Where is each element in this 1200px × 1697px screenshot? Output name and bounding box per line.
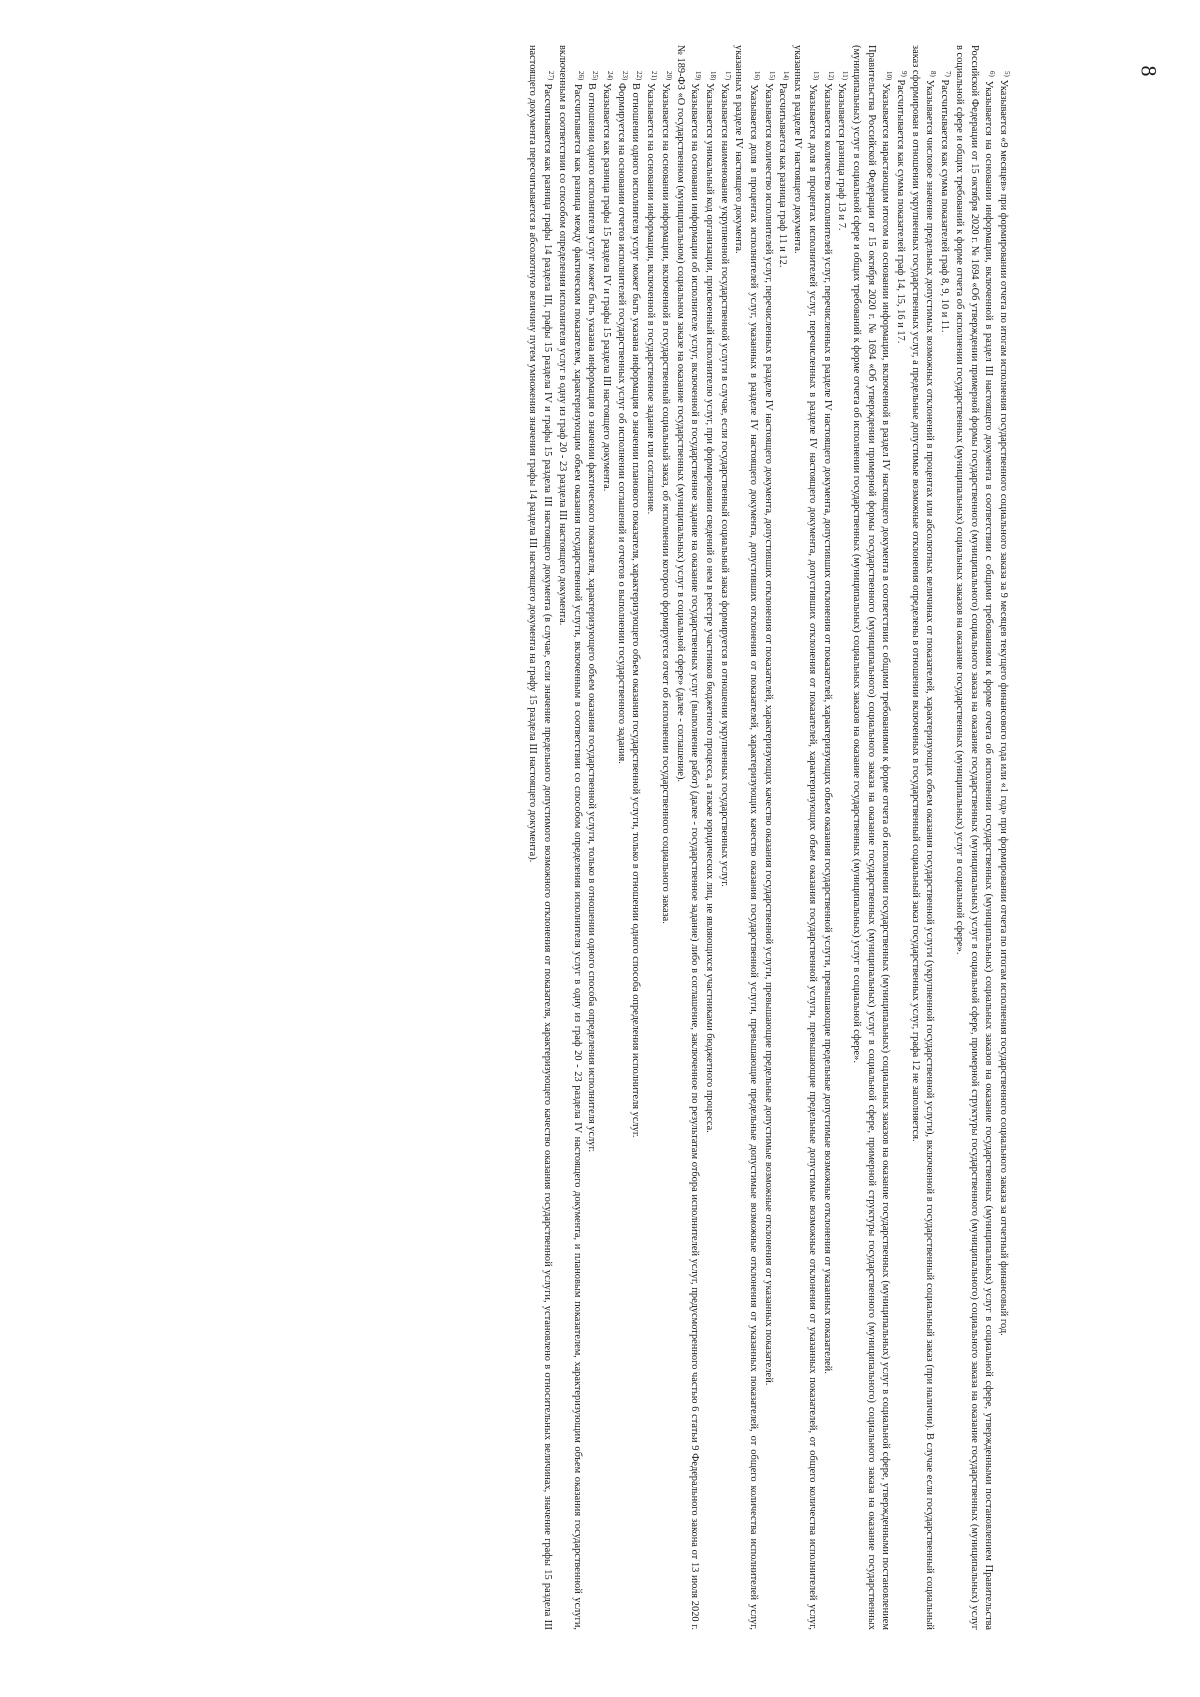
footnote [775, 45, 790, 1630]
footnote [642, 45, 657, 1630]
footnote [819, 45, 834, 1630]
footnote-text: Рассчитывается как разница между фактическим показателем, характеризующим объем оказания государственной услуги, включенным в соответствии со способом определения исполнителя услуг в одну из граф 20 - 23 раздела IV настоящего документа, и плановым показателем, характеризующим объем оказания государственной услуги, включенным в соответствии со способом определения исполнителя услуг в одну из граф 20 - 23 раздела III настоящего документа. [556, 45, 583, 1630]
footnote-number: 22) [635, 71, 644, 81]
footnote-number: 6) [988, 71, 997, 77]
footnote-text: В отношении одного исполнителя услуг может быть указана информация о значении фактического показателя, характеризующего объем оказания государственной услуги, только в отношении одного способа определения исполнителя услуг. [586, 82, 598, 1153]
footnote [584, 45, 599, 1630]
footnote-text: Указывается нарастающим итогом на основании информации, включенной в раздел IV настоящего документа в соответствии с общими требованиями к форме отчета об исполнении государственных (муниципальных) социальных заказов на оказание государственных (муниципальных) услуг в социальной сфере, утвержденными постановлением Правительства Российской Федерации от 15 октября 2020 г. № 1694 «Об утверждении примерной формы государственного (муниципального) социального заказа на оказание государственных (муниципальных) услуг в социальной сфере, примерной структуры государственного (муниципального) социального заказа на оказание государственных (муниципальных) услуг в социальной сфере и общих требований к форме отчета об исполнении государственных (муниципальных) социальных заказов на оказание государственных (муниципальных) услуг в социальной сфере». [850, 45, 892, 1630]
footnote-number: 18) [708, 71, 717, 81]
footnote [701, 45, 716, 1630]
footnote [657, 45, 672, 1630]
footnote-text: Указывается уникальный код организации, присвоенный исполнителю услуг, при формировании сведений о нем в реестре участников бюджетного процесса, а также юридических лиц, не являющихся участниками бюджетного процесса. [703, 82, 715, 1133]
footnote [731, 45, 760, 1630]
footnote [995, 45, 1010, 1630]
footnote [554, 45, 583, 1630]
footnote-text: Указывается количество исполнителей услуг, перечисленных в разделе IV настоящего документа, допустивших отклонения от показателей, характеризующих качество оказания государственной услуги, превышающие предельные допустимые возможные отклонения от указанных показателей. [762, 82, 774, 1386]
footnote-text: Указывается наименование укрупненной государственной услуги в случае, если государственный социальный заказ формируется в отношении укрупненных государственных услуг. [718, 82, 730, 887]
footnote [892, 45, 907, 1630]
footnote [628, 45, 643, 1630]
footnote-text: Указывается на основании информации, включенной в государственное задание или соглашение. [645, 82, 657, 515]
footnote-text: Рассчитывается как разница граф 11 и 12. [777, 82, 789, 268]
footnote-number: 26) [576, 71, 585, 81]
footnote-number: 16) [753, 71, 762, 81]
footnote-number: 12) [826, 71, 835, 81]
rotated-page-content [180, 45, 1010, 1630]
footnote-number: 21) [650, 71, 659, 81]
footnote-number: 11) [841, 71, 850, 81]
footnote-number: 23) [620, 71, 629, 81]
footnote-text: Указывается доля в процентах исполнителей услуг, указанных в разделе IV настоящего документа, допустивших отклонения от показателей, характеризующих качество оказания государственной услуги, превышающие предельные допустимые возможные отклонения от указанных показателей, от общего количества исполнителей услуг, указанных в разделе IV настоящего документа. [733, 45, 760, 1630]
footnote-text: Рассчитывается как сумма показателей граф 8, 9, 10 и 11. [939, 79, 951, 333]
footnote-number: 17) [723, 71, 732, 81]
footnote-text: Указывается количество исполнителей услуг, перечисленных в разделе IV настоящего документа, допустивших отклонения от показателей, характеризующих объем оказания государственной услуги, превышающие предельные допустимые возможные отклонения от указанных показателей. [821, 82, 833, 1374]
footnote [834, 45, 849, 1630]
footnote-number: 7) [944, 71, 953, 77]
footnote-text: Указывается на основании информации, включенной в раздел III настоящего документа в соответствии с общими требованиями к форме отчета об исполнении государственных (муниципальных) социальных заказов на оказание государственных (муниципальных) услуг в социальной сфере, утвержденными постановлением Правительства Российской Федерации от 15 октября 2020 г. № 1694 «Об утверждении примерной формы государственного (муниципального) социального заказа на оказание государственных (муниципальных) услуг в социальной сфере, примерной структуры государственного (муниципального) социального заказа на оказание государственных (муниципальных) услуг в социальной сфере и общих требований к форме отчета об исполнении государственных (муниципальных) социальных заказов на оказание государственных (муниципальных) услуг в социальной сфере». [953, 45, 995, 1630]
footnote-text: Указывается на основании информации, включенной в государственный социальный заказ, об исполнении которого формируется отчет об исполнении государственного социального заказа. [659, 82, 671, 924]
footnote [760, 45, 775, 1630]
footnote [613, 45, 628, 1630]
footnote-text: Указывается разница граф 13 и 7. [836, 82, 848, 231]
footnote-number: 27) [547, 71, 556, 81]
footnotes-list [180, 45, 1010, 1630]
footnote-number: 10) [885, 71, 894, 81]
footnote-text: Формируется на основании отчетов исполнителей государственных услуг об исполнении соглашений и отчетов о выполнении государственного задания. [615, 82, 627, 764]
footnote-number: 8) [929, 71, 938, 77]
footnote-number: 14) [782, 71, 791, 81]
footnote [789, 45, 818, 1630]
footnote-number: 9) [900, 71, 909, 77]
footnote [716, 45, 731, 1630]
footnote [525, 45, 554, 1630]
footnote [672, 45, 701, 1630]
footnote-text: Указывается числовое значение предельных допустимых возможных отклонений в процентах или абсолютных величинах от показателей, характеризующих объем оказания государственной услуги (укрупненной государственной услуги), включенной в государственный социальный заказ (при наличии). В случае если государственный социальный заказ сформирован в отношении укрупненных государственных услуг, а предельные допустимые возможные отклонения определены в отношении включенных в государственный социальный заказ государственных услуг, графа 12 не заполняется. [909, 45, 936, 1630]
footnote [951, 45, 995, 1630]
footnote-text: Рассчитывается как сумма показателей граф 14, 15, 16 и 17. [895, 79, 907, 344]
footnote-number: 19) [694, 71, 703, 81]
footnote-text: Указывается на основании информации об исполнителе услуг, включенной в государственное задание на оказание государственных услуг (выполнение работ) (далее - государственное задание) либо в соглашение, заключенное по результатам отбора исполнителей услуг, предусмотренного частью 6 статьи 9 Федерального закона от 13 июля 2020 г. № 189-ФЗ «О государственном (муниципальном) социальном заказе на оказание государственных (муниципальных) услуг в социальной сфере» (далее - соглашение). [674, 45, 701, 1630]
footnote-text: Указывается как разница графы 15 раздела IV и графы 15 раздела III настоящего документа. [601, 82, 613, 492]
footnote-text: Указывается доля в процентах исполнителей услуг, перечисленных в разделе IV настоящего документа, допустивших отклонения от показателей, характеризующих объем оказания государственной услуги, превышающие предельные допустимые возможные отклонения от указанных показателей, от общего количества исполнителей услуг, указанных в разделе IV настоящего документа. [792, 45, 818, 1630]
footnote-number: 24) [606, 71, 615, 81]
footnote [936, 45, 951, 1630]
footnote-number: 20) [664, 71, 673, 81]
footnote-text: Указывается «9 месяцев» при формировании отчета по итогам исполнения государственного социального заказа за 9 месяцев текущего финансового года или «1 год» при формировании отчета по итогам исполнения государственного социального заказа за отчетный финансовый год. [998, 79, 1009, 1336]
footnote-number: 13) [811, 71, 820, 81]
footnote-number: 15) [767, 71, 776, 81]
footnote [848, 45, 892, 1630]
page-number: 8 [1136, 65, 1162, 77]
footnote [598, 45, 613, 1630]
footnote-number: 5) [1003, 71, 1011, 77]
footnote-text: Рассчитывается как разница графы 14 раздела III, графы 15 раздела IV и графы 15 раздела III настоящего документа (в случае, если значение предельного допустимого возможного отклонения от показателя, характеризующего качество оказания государственной услуги, установлено в относительных величинах, значение графы 15 раздела III настоящего документа пересчитывается в абсолютную величину путем умножения значения графы 14 раздела III настоящего документа на графу 15 раздела III настоящего документа). [527, 45, 554, 1630]
footnote-number: 25) [591, 71, 600, 81]
footnote-text: В отношении одного исполнителя услуг может быть указана информация о значении планового показателя, характеризующего объем оказания государственной услуги, только в отношении одного способа определения исполнителя услуг. [630, 82, 642, 1138]
footnote [907, 45, 936, 1630]
